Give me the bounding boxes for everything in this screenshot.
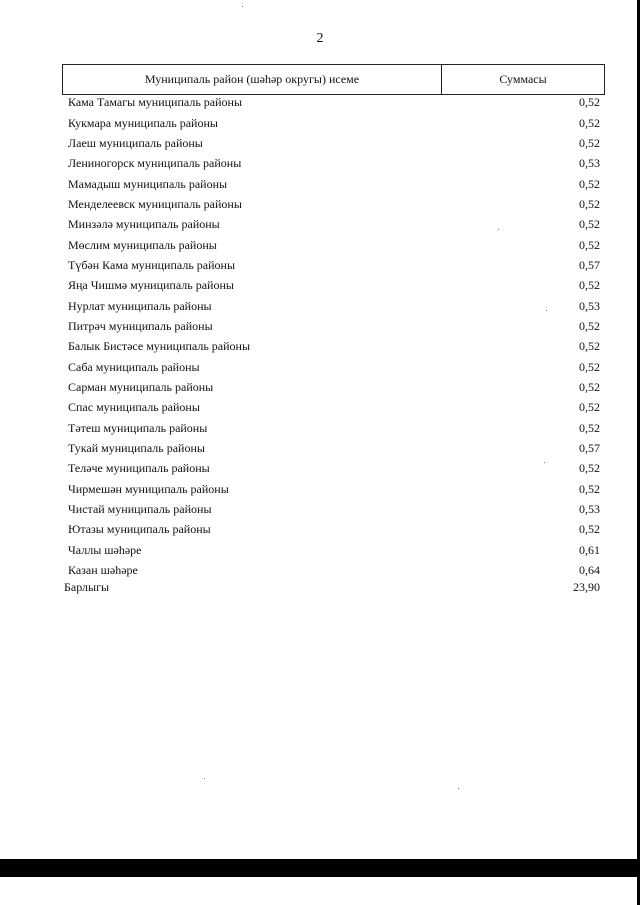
table-row — [68, 153, 600, 173]
row-name: Чаллы шәһәре — [68, 542, 142, 557]
row-value: 0,52 — [579, 339, 600, 354]
table-row — [68, 214, 600, 234]
table-row — [68, 418, 600, 438]
row-name: Саба муниципаль районы — [68, 359, 200, 374]
row-name: Лаеш муниципаль районы — [68, 135, 203, 150]
row-value: 0,52 — [579, 217, 600, 232]
table-row — [68, 173, 600, 193]
scan-speck — [458, 788, 459, 789]
row-value: 0,52 — [579, 379, 600, 394]
table-row — [68, 255, 600, 275]
row-value: 0,57 — [579, 441, 600, 456]
table-row — [68, 112, 600, 132]
row-name: Чирмешән муниципаль районы — [68, 481, 229, 496]
table-row — [68, 377, 600, 397]
row-name: Мөслим муниципаль районы — [68, 237, 217, 252]
column-header-name: Муниципаль район (шәһәр округы) исеме — [63, 65, 442, 94]
row-name: Нурлат муниципаль районы — [68, 298, 212, 313]
table-row — [68, 458, 600, 478]
row-value: 0,52 — [579, 176, 600, 191]
row-name: Кукмара муниципаль районы — [68, 115, 218, 130]
total-label: Барлыгы — [64, 579, 110, 594]
row-value: 0,52 — [579, 135, 600, 150]
row-value: 0,52 — [579, 461, 600, 476]
row-value: 0,52 — [579, 318, 600, 333]
row-value: 0,61 — [579, 542, 600, 557]
total-row — [64, 577, 600, 597]
scan-speck — [498, 229, 499, 230]
table-row — [68, 316, 600, 336]
row-name: Спас муниципаль районы — [68, 400, 200, 415]
row-value: 0,53 — [579, 298, 600, 313]
table-row — [68, 499, 600, 519]
row-name: Лениногорск муниципаль районы — [68, 156, 242, 171]
row-name: Минзәлә муниципаль районы — [68, 217, 220, 232]
page-number: 2 — [316, 31, 324, 46]
table-row — [68, 540, 600, 560]
column-header-sum: Суммасы — [499, 72, 547, 86]
scan-speck — [546, 310, 547, 311]
table-header — [62, 64, 605, 95]
table-row — [68, 438, 600, 458]
table-row — [68, 133, 600, 153]
row-name: Балык Бистәсе муниципаль районы — [68, 339, 251, 354]
row-name: Мамадыш муниципаль районы — [68, 176, 228, 191]
table-row — [68, 356, 600, 376]
row-name: Питрәч муниципаль районы — [68, 318, 213, 333]
table-body — [68, 92, 600, 580]
row-name: Кама Тамагы муниципаль районы — [68, 95, 243, 110]
scan-speck — [204, 778, 205, 779]
scan-edge-bottom — [0, 859, 640, 877]
table-row — [68, 295, 600, 315]
row-value: 0,52 — [579, 400, 600, 415]
row-name: Тукай муниципаль районы — [68, 441, 205, 456]
table-row — [68, 234, 600, 254]
row-value: 0,52 — [579, 115, 600, 130]
row-name: Тәтеш муниципаль районы — [68, 420, 208, 435]
table-row — [68, 479, 600, 499]
scan-speck — [544, 462, 545, 463]
row-name: Казан шәһәре — [68, 563, 138, 578]
table-row — [68, 397, 600, 417]
row-value: 0,52 — [579, 278, 600, 293]
row-name: Сарман муниципаль районы — [68, 379, 214, 394]
row-name: Теләче муниципаль районы — [68, 461, 210, 476]
table-row — [68, 519, 600, 539]
table-row — [68, 275, 600, 295]
scan-speck — [242, 6, 243, 7]
row-value: 0,57 — [579, 257, 600, 272]
table-row — [68, 92, 600, 112]
row-value: 0,52 — [579, 196, 600, 211]
row-value: 0,52 — [579, 420, 600, 435]
row-name: Менделеевск муниципаль районы — [68, 196, 242, 211]
row-value: 0,52 — [579, 359, 600, 374]
row-name: Чистай муниципаль районы — [68, 502, 212, 517]
total-value: 23,90 — [573, 579, 600, 594]
row-value: 0,53 — [579, 156, 600, 171]
row-value: 0,64 — [579, 563, 600, 578]
row-name: Түбән Кама муниципаль районы — [68, 257, 236, 272]
row-value: 0,52 — [579, 95, 600, 110]
table-row — [68, 336, 600, 356]
row-name: Яңа Чишмә муниципаль районы — [68, 278, 234, 293]
row-value: 0,52 — [579, 481, 600, 496]
row-name: Ютазы муниципаль районы — [68, 522, 211, 537]
row-value: 0,53 — [579, 502, 600, 517]
table-row — [68, 194, 600, 214]
row-value: 0,52 — [579, 522, 600, 537]
row-value: 0,52 — [579, 237, 600, 252]
